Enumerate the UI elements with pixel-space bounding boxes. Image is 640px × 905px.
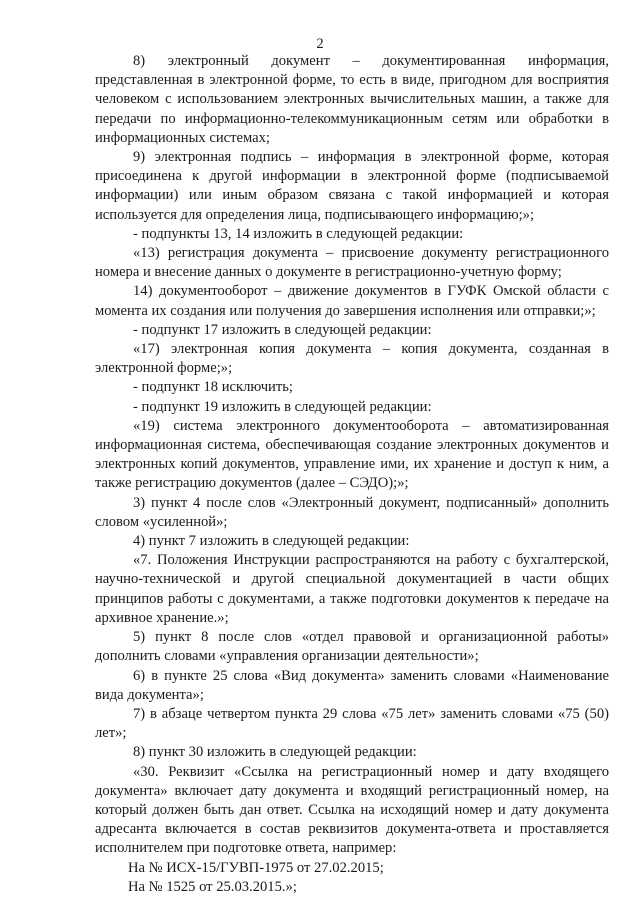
example-reference-2: На № 1525 от 25.03.2015.»;: [128, 878, 297, 895]
example-reference-1: На № ИСХ-15/ГУВП-1975 от 27.02.2015;: [128, 859, 384, 876]
paragraph-clause-30: «30. Реквизит «Ссылка на регистрационный номер и дату входящего документа» включает дату документа и входящий регистрационный номер, на который должен быть дан ответ. Ссылка на исходящий номер и дату документа адресанта включается в состав реквизитов документа-ответа и проставляется исполнителем при подготовке ответа, например:: [95, 763, 609, 857]
paragraph-instruction-19: - подпункт 19 изложить в следующей редакции:: [133, 398, 432, 415]
paragraph-point-7: 7) в абзаце четвертом пункта 29 слова «75 лет» заменить словами «75 (50) лет»;: [95, 705, 609, 742]
paragraph-clause-7: «7. Положения Инструкции распространяются на работу с бухгалтерской, научно-технической и другой специальной документацией в части общих принципов работы с документами, а также подготовки документов к передаче на архивное хранение.»;: [95, 552, 609, 626]
paragraph-point-8: 8) пункт 30 изложить в следующей редакции:: [133, 744, 417, 761]
document-body: [95, 52, 609, 897]
paragraph-point-3: 3) пункт 4 после слов «Электронный документ, подписанный» дополнить словом «усиленной»;: [95, 494, 609, 530]
paragraph-point-6: 6) в пункте 25 слова «Вид документа» заменить словами «Наименование вида документа»;: [95, 667, 609, 703]
paragraph-instruction-13-14: - подпункты 13, 14 изложить в следующей редакции:: [133, 225, 464, 242]
paragraph-point-5: 5) пункт 8 после слов «отдел правовой и организационной работы» дополнить словами «управления организации деятельности»;: [95, 629, 609, 665]
paragraph-item-19: «19) система электронного документооборота – автоматизированная информационная система, обеспечивающая создание электронных документов и электронных копий документов, управление ими, их хранение и доступ к ним, а также регистрацию документов (далее – СЭДО);»;: [95, 417, 609, 492]
paragraph-item-13: «13) регистрация документа – присвоение документу регистрационного номера и внесение данных о документе в регистрационно-учетную форму;: [95, 245, 609, 281]
paragraph-instruction-17: - подпункт 17 изложить в следующей редакции:: [133, 321, 432, 338]
paragraph-item-8: 8) электронный документ – документированная информация, представленная в электронной форме, то есть в виде, пригодном для восприятия человеком с использованием электронных вычислительных машин, а также для передачи по информационно-телекоммуникационным сетям или обработки в информационных системах;: [95, 53, 609, 146]
paragraph-item-9: 9) электронная подпись – информация в электронной форме, которая присоединена к другой информации в электронной форме (подписываемой информации) или иным образом связана с такой информацией и которая используется для определения лица, подписывающего информацию;»;: [95, 149, 609, 223]
paragraph-item-17: «17) электронная копия документа – копия документа, созданная в электронной форме;»;: [95, 341, 609, 377]
paragraph-item-14: 14) документооборот – движение документов в ГУФК Омской области с момента их создания или получения до завершения исполнения или отправки;»;: [95, 283, 609, 319]
page-number: 2: [316, 36, 324, 52]
paragraph-instruction-18: - подпункт 18 исключить;: [133, 379, 293, 396]
paragraph-point-4: 4) пункт 7 изложить в следующей редакции:: [133, 533, 410, 550]
